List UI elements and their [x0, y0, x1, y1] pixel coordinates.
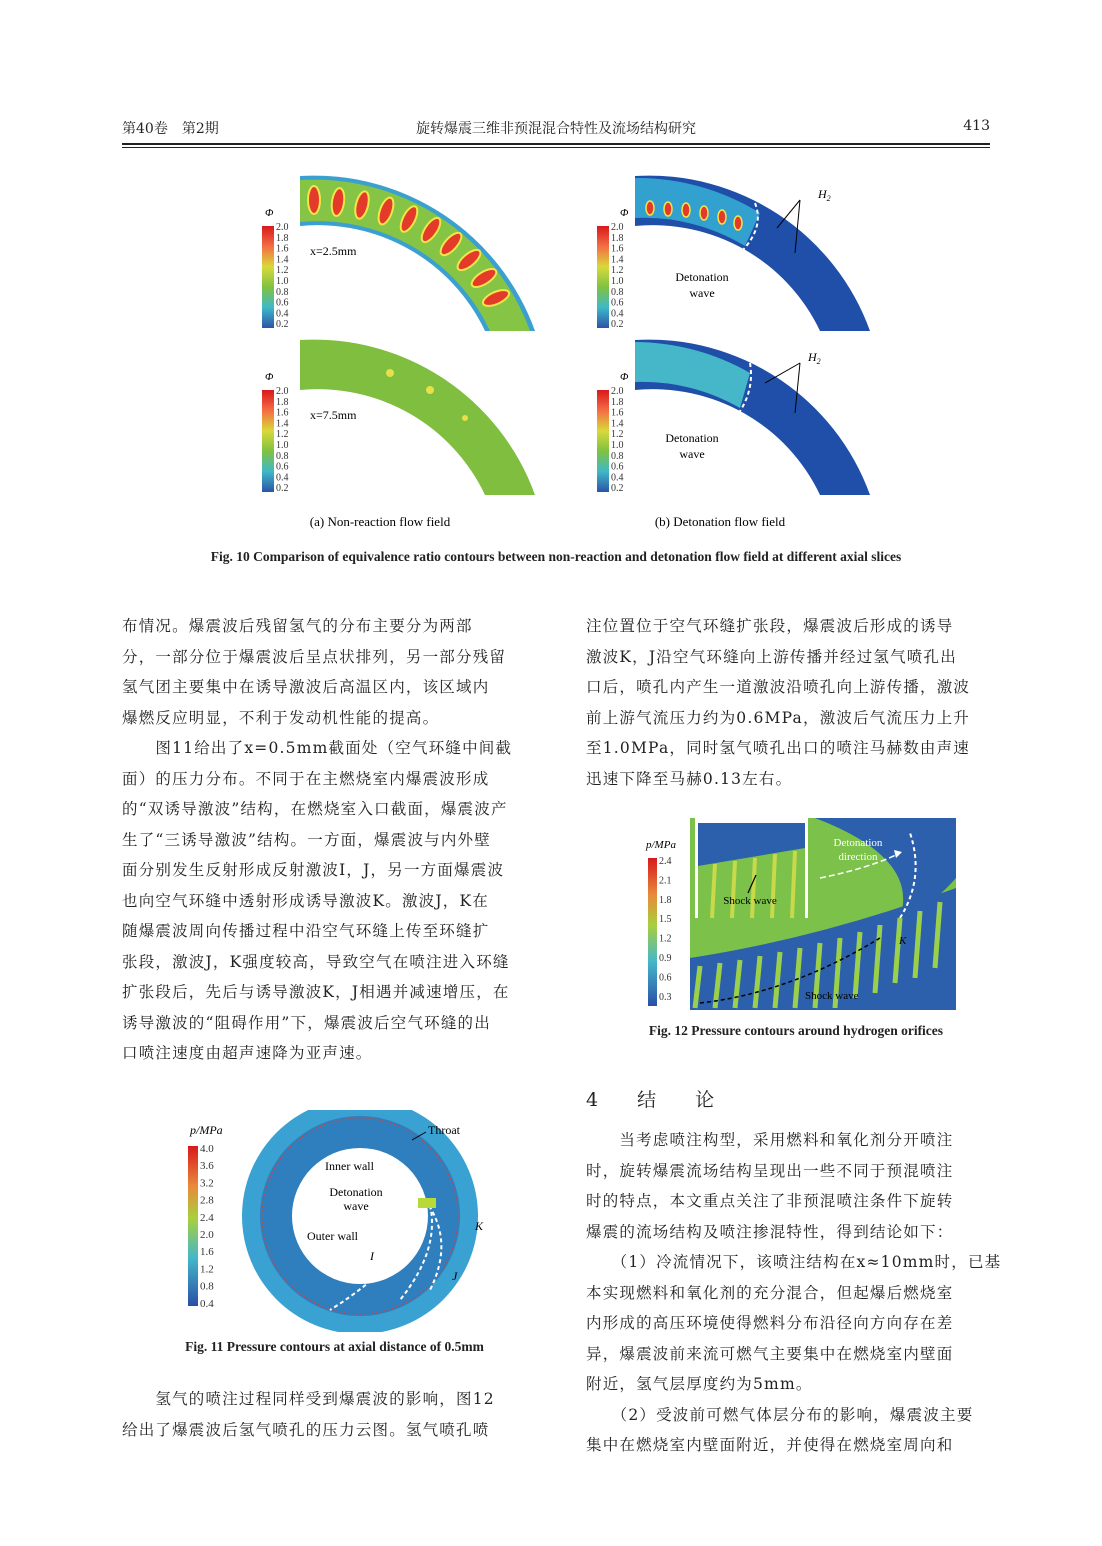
- legend-tick-label: 1.2: [200, 1263, 214, 1276]
- legend-tick-label: 1.0: [276, 440, 289, 451]
- svg-text:Φ: Φ: [620, 371, 629, 383]
- running-header: [122, 118, 990, 140]
- legend-tick-label: 0.8: [200, 1280, 214, 1293]
- legend-tick-label: 0.6: [611, 461, 624, 473]
- text-line: 爆燃反应明显，不利于发动机性能的提高。: [122, 708, 440, 727]
- fig10-legend-a-top: [262, 207, 289, 330]
- legend-tick-label: 1.4: [611, 418, 624, 430]
- right-column-text: [586, 611, 1006, 794]
- label-outer-wall: Outer wall: [307, 1229, 358, 1243]
- legend-tick-label: 3.6: [200, 1160, 214, 1173]
- fig10-legend-b-bottom: [597, 371, 629, 494]
- svg-text:Φ: Φ: [265, 371, 274, 383]
- label-k: K: [475, 1219, 484, 1233]
- text-line: 注位置位于空气环缝扩张段，爆震波后形成的诱导: [586, 617, 954, 635]
- journal-volume: 第40卷 第2期: [122, 121, 219, 137]
- label-shock-inset: Shock wave: [723, 895, 777, 907]
- svg-text:Φ: Φ: [265, 207, 274, 219]
- label-i: I: [370, 1249, 374, 1263]
- text-line: 生了“三诱导激波”结构。一方面，爆震波与内外壁: [122, 830, 491, 849]
- legend-tick-label: 0.6: [611, 297, 624, 309]
- legend-tick-label: 0.8: [276, 286, 289, 298]
- text-line: 迅速下降至马赫0.13左右。: [586, 769, 793, 788]
- right-column-text-2: [586, 1125, 1006, 1461]
- left-column-text: [122, 611, 547, 1069]
- text-line: 布情况。爆震波后残留氢气的分布主要分为两部: [122, 617, 473, 635]
- legend-tick-label: 2.0: [611, 386, 624, 397]
- legend-tick-label: 1.8: [276, 232, 289, 244]
- text-line: 至1.0MPa，同时氢气喷孔出口的喷注马赫数由声速: [586, 739, 970, 757]
- legend-tick-label: 0.2: [611, 483, 624, 495]
- text-line: 氢气的喷注过程同样受到爆震波的影响，图12: [122, 1390, 495, 1408]
- text-line: 扩张段后，先后与诱导激波K，J相遇并减速增压，在: [122, 983, 510, 1001]
- text-line: 氢气团主要集中在诱导激波后高温区内，该区域内: [122, 678, 490, 696]
- text-line: 异，爆震波前来流可燃气主要集中在燃烧室内壁面: [586, 1344, 954, 1363]
- text-line: 前上游气流压力约为0.6MPa，激波后气流压力上升: [586, 708, 970, 727]
- text-line: 张段，激波J，K强度较高，导致空气在喷注进入环缝: [122, 952, 510, 971]
- text-line: 也向空气环缝中透射形成诱导激波K。激波J，K在: [122, 891, 489, 910]
- legend-tick-label: 2.0: [276, 386, 289, 397]
- det-wave-label-top-1: Detonation: [675, 270, 729, 284]
- text-line: 当考虑喷注构型，采用燃料和氧化剂分开喷注: [586, 1131, 954, 1149]
- text-line: 口喷注速度由超声速降为亚声速。: [122, 1044, 373, 1062]
- legend-tick-label: 1.2: [276, 429, 289, 441]
- text-line: 分，一部分位于爆震波后呈点状排列，另一部分残留: [122, 647, 507, 666]
- text-line: 图11给出了x=0.5mm截面处（空气环缝中间截: [122, 739, 513, 757]
- legend-tick-label: 0.6: [276, 297, 289, 309]
- figure-10: [240, 168, 890, 536]
- text-line: 的“双诱导激波”结构，在燃烧室入口截面，爆震波产: [122, 800, 508, 818]
- legend-tick-label: 4.0: [200, 1143, 214, 1155]
- legend-tick-label: 0.4: [276, 472, 289, 484]
- fig12-caption: Fig. 12 Pressure contours around hydrogen orifices: [648, 1023, 944, 1038]
- text-line: 本实现燃料和氧化剂的充分混合，但起爆后燃烧室: [586, 1283, 954, 1302]
- legend-tick-label: 0.2: [276, 483, 289, 495]
- text-line: 附近，氢气层厚度约为5mm。: [586, 1375, 813, 1393]
- text-line: （1）冷流情况下，该喷注结构在x≈10mm时，已基: [586, 1253, 1002, 1271]
- page-number: 413: [963, 118, 990, 134]
- label-det-direction-1: Detonation: [833, 837, 883, 849]
- fig10-legend-a-bottom: [262, 371, 289, 494]
- legend-tick-label: 0.6: [659, 972, 672, 984]
- fig12-legend-title: p/MPa: [646, 839, 676, 851]
- slice-label-b-top: x=2.5mm: [643, 236, 690, 250]
- figure-11: [180, 1110, 500, 1332]
- text-line: 时，旋转爆震流场结构呈现出一些不同于预混喷注: [586, 1161, 954, 1180]
- legend-tick-label: 1.8: [276, 396, 289, 408]
- legend-tick-label: 1.4: [611, 254, 624, 266]
- legend-tick-label: 1.8: [611, 232, 624, 244]
- legend-tick-label: 0.8: [276, 450, 289, 462]
- text-line: （2）受波前可燃气体层分布的影响，爆震波主要: [586, 1405, 974, 1424]
- label-shock: Shock wave: [805, 990, 859, 1002]
- legend-tick-label: 1.0: [276, 276, 289, 287]
- legend-tick-label: 1.2: [611, 265, 624, 277]
- running-title: 旋转爆震三维非预混混合特性及流场结构研究: [416, 121, 696, 137]
- label-wave: wave: [343, 1199, 369, 1213]
- text-line: 诱导激波的“阻碍作用”下，爆震波后空气环缝的出: [122, 1013, 491, 1032]
- legend-tick-label: 2.0: [276, 222, 289, 233]
- legend-tick-label: 1.2: [276, 265, 289, 277]
- legend-tick-label: 1.4: [276, 418, 289, 430]
- legend-tick-label: 2.4: [200, 1211, 214, 1224]
- label-inner-wall: Inner wall: [325, 1159, 374, 1173]
- slice-label-a-top: x=2.5mm: [310, 244, 357, 258]
- legend-tick-label: 2.1: [659, 875, 672, 887]
- legend-tick-label: 1.6: [200, 1246, 214, 1259]
- legend-tick-label: 1.6: [611, 243, 624, 255]
- legend-tick-label: 1.6: [276, 243, 289, 255]
- legend-tick-label: 0.2: [276, 319, 289, 331]
- slice-label-a-bottom: x=7.5mm: [310, 408, 357, 422]
- legend-tick-label: 1.5: [659, 914, 672, 926]
- section-heading: 4 结 论: [586, 1089, 725, 1111]
- legend-tick-label: 1.8: [611, 396, 624, 408]
- legend-tick-label: 1.0: [611, 276, 624, 287]
- det-wave-label-bottom-1: Detonation: [665, 431, 719, 445]
- slice-label-b-bottom: x=7.5mm: [643, 408, 690, 422]
- text-line: 激波K，J沿空气环缝向上游传播并经过氢气喷孔出: [586, 647, 957, 666]
- legend-tick-label: 0.3: [659, 991, 672, 1003]
- legend-tick-label: 1.8: [659, 894, 672, 906]
- legend-tick-label: 0.6: [276, 461, 289, 473]
- legend-tick-label: 0.4: [611, 308, 624, 320]
- fig10-legend-b-top: [597, 207, 629, 330]
- legend-tick-label: 2.4: [659, 856, 672, 867]
- text-line: 时的特点，本文重点关注了非预混喷注条件下旋转: [586, 1192, 954, 1210]
- legend-tick-label: 0.4: [611, 472, 624, 484]
- text-line: 爆震的流场结构及喷注掺混特性，得到结论如下：: [586, 1222, 954, 1241]
- legend-tick-label: 3.2: [200, 1177, 214, 1190]
- fig11-legend-title: p/MPa: [190, 1123, 223, 1137]
- text-line: 面分别发生反射形成反射激波I，J，另一方面爆震波: [122, 861, 505, 879]
- legend-tick-label: 0.8: [611, 286, 624, 298]
- legend-tick-label: 0.4: [276, 308, 289, 320]
- h2-label-top: $H_2$: [818, 187, 831, 203]
- header-rule-thin: [122, 147, 990, 148]
- legend-tick-label: 0.4: [200, 1297, 214, 1310]
- text-line: 集中在燃烧室内壁面附近，并使得在燃烧室周向和: [586, 1436, 954, 1454]
- text-line: 内形成的高压环境使得燃料分布沿径向方向存在差: [586, 1314, 954, 1332]
- legend-tick-label: 0.9: [659, 953, 672, 964]
- det-wave-label-top-2: wave: [689, 286, 715, 300]
- label-throat: Throat: [428, 1123, 460, 1137]
- label-det-direction-2: direction: [838, 851, 878, 863]
- legend-tick-label: 0.2: [611, 319, 624, 331]
- text-line: 给出了爆震波后氢气喷孔的压力云图。氢气喷孔喷: [122, 1420, 490, 1439]
- legend-tick-label: 1.2: [659, 933, 672, 945]
- legend-tick-label: 2.0: [200, 1229, 214, 1241]
- text-line: 随爆震波周向传播过程中沿空气环缝上传至环缝扩: [122, 922, 490, 940]
- header-rule-thick: [122, 143, 990, 145]
- legend-tick-label: 1.2: [611, 429, 624, 441]
- legend-tick-label: 0.8: [611, 450, 624, 462]
- label-detonation: Detonation: [329, 1185, 383, 1199]
- det-wave-label-bottom-2: wave: [679, 447, 705, 461]
- text-line: 面）的压力分布。不同于在主燃烧室内爆震波形成: [122, 769, 490, 788]
- fig10-subcaption-b: (b) Detonation flow field: [654, 514, 786, 529]
- text-line: 口后，喷孔内产生一道激波沿喷孔向上游传播，激波: [586, 678, 971, 696]
- legend-tick-label: 1.6: [611, 407, 624, 419]
- fig10-caption: Fig. 10 Comparison of equivalence ratio contours between non-reaction and detonation flow field at different axial slices: [210, 549, 902, 564]
- fig11-caption: Fig. 11 Pressure contours at axial distance of 0.5mm: [185, 1339, 484, 1354]
- legend-tick-label: 1.0: [611, 440, 624, 451]
- legend-tick-label: 2.8: [200, 1194, 214, 1207]
- label-j: J: [452, 1269, 458, 1283]
- legend-tick-label: 1.6: [276, 407, 289, 419]
- left-column-text-2: [122, 1384, 547, 1445]
- h2-label-bottom: $H_2$: [808, 350, 821, 366]
- legend-tick-label: 2.0: [611, 222, 624, 233]
- legend-tick-label: 1.4: [276, 254, 289, 266]
- label-k: K: [899, 935, 907, 947]
- fig10-subcaption-a: (a) Non-reaction flow field: [309, 514, 451, 529]
- svg-text:Φ: Φ: [620, 207, 629, 219]
- figure-12: [640, 818, 956, 1010]
